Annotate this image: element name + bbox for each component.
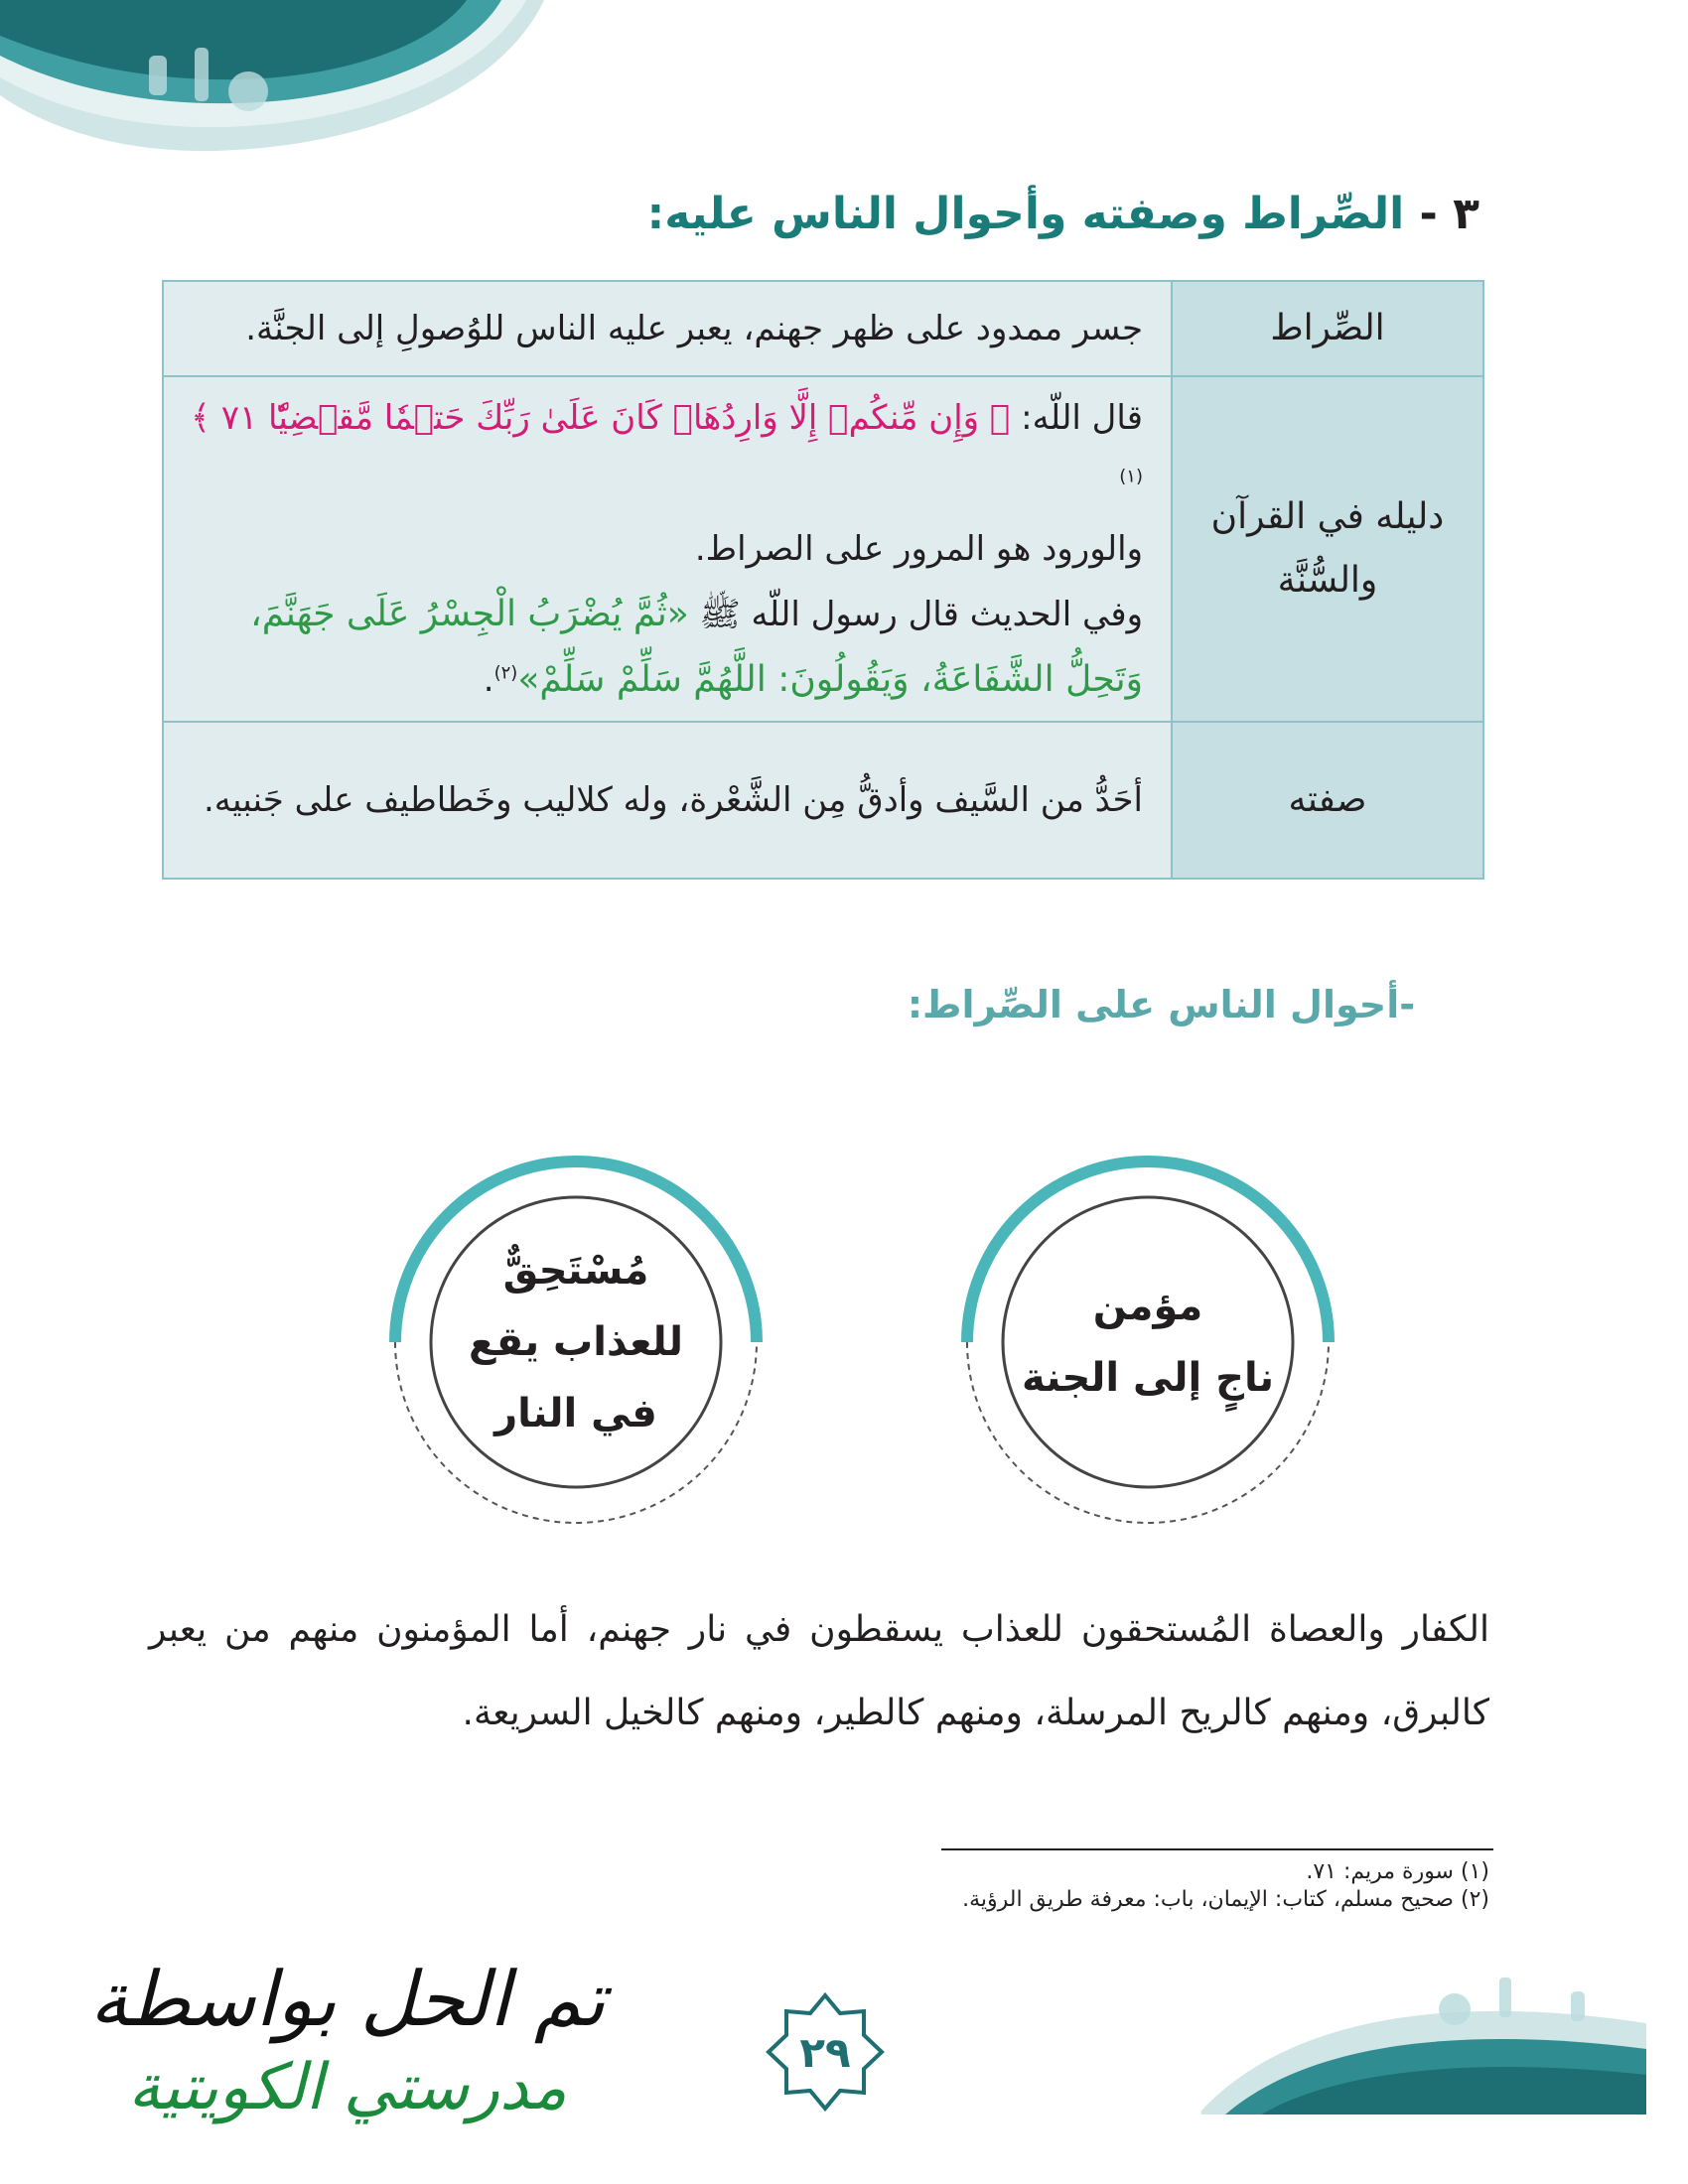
hadith-intro: وفي الحديث قال رسول اللّه ﷺ — [699, 595, 1143, 634]
disbeliever-circle — [381, 1148, 771, 1537]
page-number: ٢٩ — [799, 2027, 851, 2077]
footnote-ref-1: (١) — [1119, 466, 1143, 487]
row-label-evidence-line1: دليله في القرآن — [1210, 496, 1445, 537]
believer-line1: مؤمن — [1092, 1284, 1203, 1329]
section-title: الصِّراط وصفته وأحوال الناس عليه: — [646, 189, 1405, 239]
explanation-line: والورود هو المرور على الصراط. — [694, 529, 1143, 569]
watermark — [70, 1952, 626, 2128]
row-label-description: صفته — [1172, 722, 1483, 879]
hadith-end: . — [483, 660, 494, 700]
footnote-2: (٢) صحيح مسلم، كتاب: الإيمان، باب: معرفة طريق الرؤية. — [962, 1887, 1489, 1912]
disbeliever-line2: للعذاب يقع — [469, 1319, 683, 1365]
disbeliever-line3: في النار — [494, 1391, 657, 1436]
table-row-sirat — [163, 281, 1483, 376]
watermark-line1: تم الحل بواسطة — [89, 1955, 606, 2043]
quran-intro: قال اللّه: — [1021, 398, 1143, 438]
section-heading — [647, 189, 1479, 239]
definition-table — [162, 280, 1484, 880]
summary-paragraph: الكفار والعصاة المُستحقون للعذاب يسقطون في نار جهنم، أما المؤمنون منهم من يعبر كالبرق، ومنهم كالريح المرسلة، ومنهم كالطير، ومنهم كالخيل السريعة. — [149, 1609, 1489, 1733]
disbeliever-text — [431, 1197, 721, 1487]
table-row-description — [163, 722, 1483, 879]
footnotes — [962, 1858, 1489, 1914]
disbeliever-line1: مُسْتَحِقٌّ — [502, 1248, 649, 1294]
footnote-divider — [941, 1848, 1493, 1850]
hadith-block — [178, 582, 1143, 713]
believer-line2: ناجٍ إلى الجنة — [1021, 1355, 1275, 1401]
watermark-line2: مدرستي الكويتية — [128, 2051, 567, 2124]
row-text-sirat: جسر ممدود على ظهر جهنم، يعبر عليه الناس للوُصولِ إلى الجنَّة. — [163, 281, 1172, 376]
section-number: ٣ - — [1419, 189, 1479, 239]
row-text-description: أحَدُّ من السَّيف وأدقُّ مِن الشَّعْرة، وله كلاليب وخَطاطيف على جَنبيه. — [163, 722, 1172, 879]
states-heading: -أحوال الناس على الصِّراط: — [907, 983, 1415, 1026]
believer-circle — [953, 1148, 1342, 1537]
footnote-1: (١) سورة مريم: ٧١. — [1306, 1859, 1489, 1884]
quran-line — [178, 385, 1143, 516]
bottom-corner-decoration — [1201, 1966, 1688, 2184]
footnote-ref-2: (٢) — [493, 662, 518, 684]
top-corner-decoration — [0, 0, 556, 169]
row-label-sirat: الصِّراط — [1172, 281, 1483, 376]
row-label-evidence — [1172, 376, 1483, 722]
believer-text — [1003, 1197, 1293, 1487]
table-row-evidence — [163, 376, 1483, 722]
quran-verse: ﴿ وَإِن مِّنكُمۡ إِلَّا وَارِدُهَاۚ كَانَ عَلَىٰ رَبِّكَ حَتۡمٗا مَّقۡضِيّٗا ٧١ ﴾ — [190, 398, 1011, 438]
page-number-badge — [763, 1989, 888, 2115]
hadith-text: «ثُمَّ يُضْرَبُ الْجِسْرُ عَلَى جَهَنَّمَ، وَتَحِلُّ الشَّفَاعَةُ، وَيَقُولُونَ: اللَّهُمَّ سَلِّمْ سَلِّمْ» — [250, 594, 1143, 700]
row-text-evidence — [163, 376, 1172, 722]
row-label-evidence-line2: والسُّنَّة — [1277, 560, 1378, 601]
